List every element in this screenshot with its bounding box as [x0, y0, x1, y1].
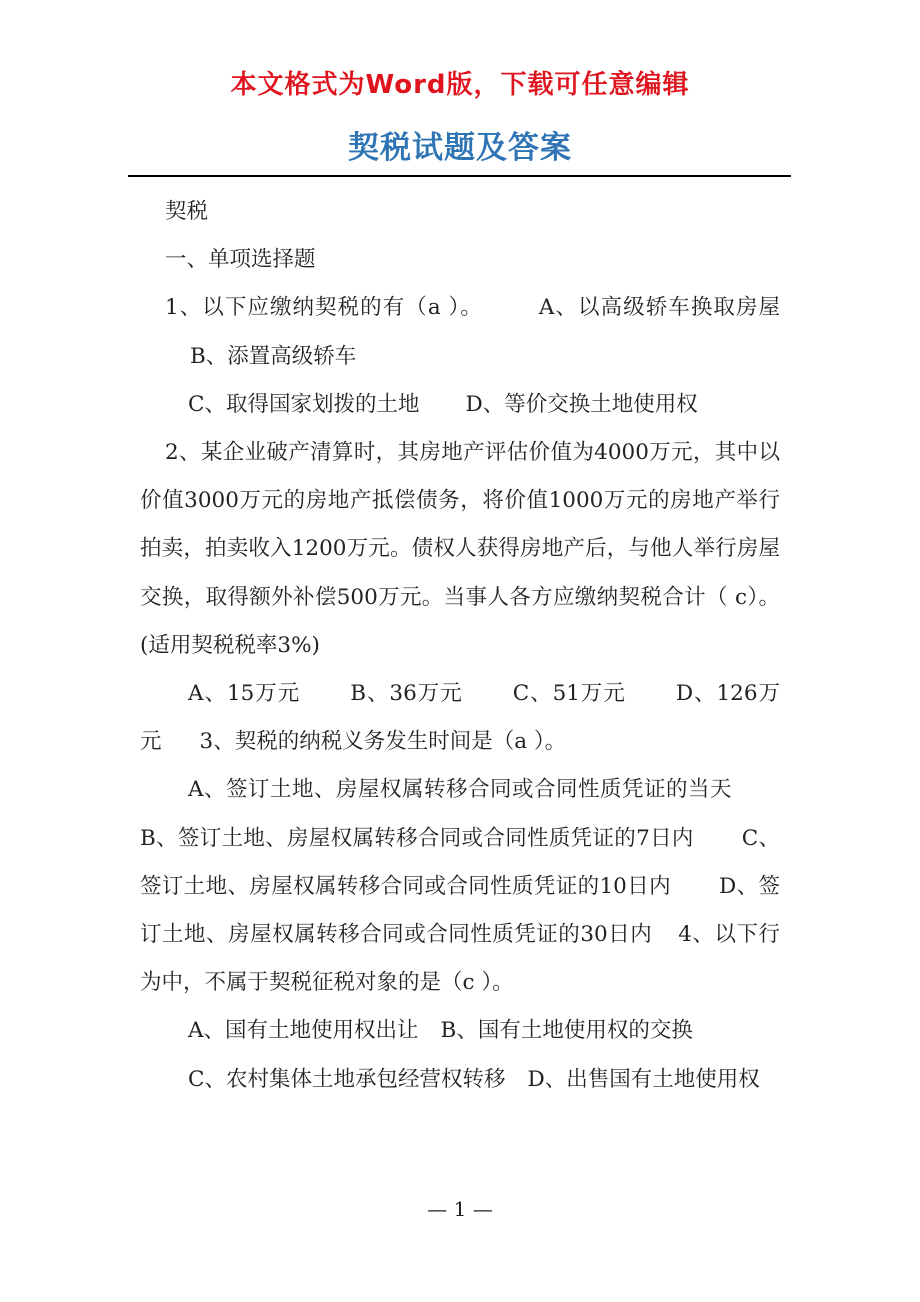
- question-4-options-ab: [140, 1007, 780, 1055]
- document-title: 契税试题及答案: [348, 130, 572, 166]
- question-2: 2、某企业破产清算时，其房地产评估价值为4000万元，其中以价值3000万元的房地产抵偿债务，将价值1000万元的房地产举行拍卖，拍卖收入1200万元。债权人获得房地产后，与他人举行房屋交换，取得额外补偿500万元。当事人各方应缴纳契税合计（ c）。(适用契税税率3%): [140, 440, 780, 658]
- question-3-option-a: A、签订土地、房屋权属转移合同或合同性质凭证的当天: [188, 777, 732, 803]
- question-3-options: [140, 766, 780, 1007]
- question-1-options-cd: [140, 381, 780, 429]
- question-4-option-a: A、国有土地使用权出让: [188, 1018, 419, 1044]
- question-2-option-c: C、51万元: [512, 681, 626, 707]
- question-4-option-c: C、农村集体土地承包经营权转移: [188, 1066, 506, 1092]
- page-number: — 1 —: [427, 1197, 493, 1221]
- question-1-stem: 1、以下应缴纳契税的有（a ）。: [165, 295, 483, 321]
- document-body: [140, 188, 780, 1104]
- question-1-option-b: B、添置高级轿车: [190, 343, 357, 369]
- question-3-option-b: B、签订土地、房屋权属转移合同或合同性质凭证的7日内: [140, 825, 694, 851]
- section-heading: 一、单项选择题: [165, 247, 316, 273]
- question-2-option-d: D、126万元: [140, 681, 780, 755]
- question-3-stem: 3、契税的纳税义务发生时间是（a ）。: [199, 729, 567, 755]
- question-1: [140, 284, 780, 380]
- question-2-option-b: B、36万元: [350, 681, 463, 707]
- question-4-option-b: B、国有土地使用权的交换: [440, 1018, 693, 1044]
- format-banner: 本文格式为Word版，下载可任意编辑: [230, 70, 690, 100]
- question-2-option-a: A、15万元: [188, 681, 301, 707]
- paragraph-heading: 契税: [165, 199, 209, 224]
- question-4-option-d: D、出售国有土地使用权: [527, 1066, 760, 1092]
- question-1-option-c: C、取得国家划拨的土地: [188, 391, 420, 417]
- header-rule: [128, 175, 791, 177]
- question-3-option-d: D、签订土地、房屋权属转移合同或合同性质凭证的30日内: [140, 873, 780, 948]
- question-3-option-c: C、签订土地、房屋权属转移合同或合同性质凭证的10日内: [140, 825, 781, 899]
- question-1-option-d: D、等价交换土地使用权: [465, 391, 698, 417]
- question-4-options-cd: [140, 1056, 780, 1104]
- question-2-options: [140, 670, 780, 766]
- question-4-stem: 4、以下行为中，不属于契税征税对象的是（c ）。: [140, 922, 780, 996]
- question-1-option-a: A、以高级轿车换取房屋: [538, 295, 780, 321]
